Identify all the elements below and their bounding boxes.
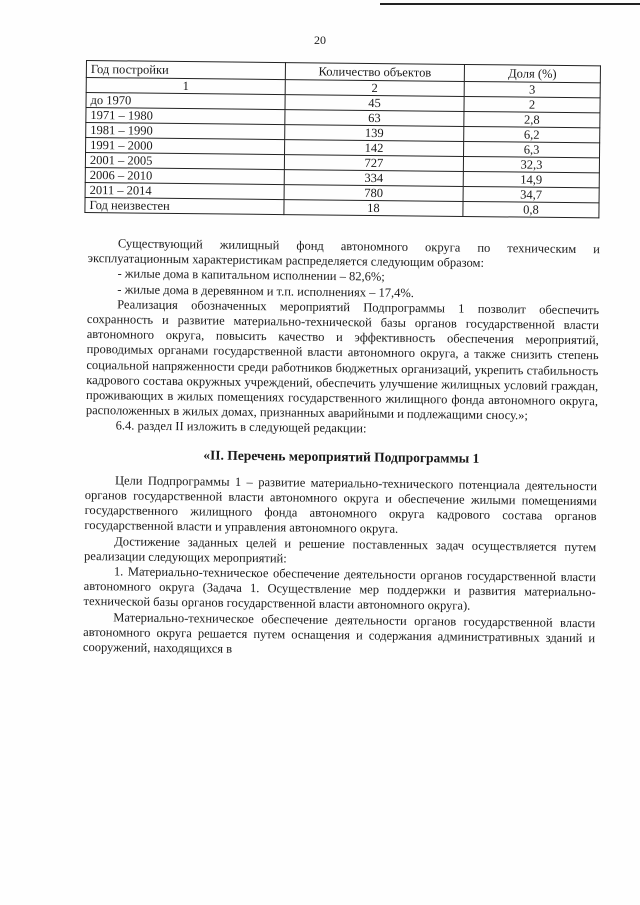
index-cell: 1	[86, 78, 285, 95]
paragraph: Достижение заданных целей и решение поставленных задач осуществляется путем реализации следующих мероприятий:	[84, 534, 597, 566]
share-cell: 32,3	[463, 156, 599, 172]
table-body	[85, 78, 600, 218]
share-cell: 2,8	[464, 111, 600, 127]
year-cell: 1971 – 1980	[86, 108, 285, 125]
year-cell: 2001 – 2005	[85, 153, 284, 170]
count-cell: 142	[285, 140, 464, 157]
section-heading: «II. Перечень мероприятий Подпрограммы 1	[203, 447, 480, 466]
paragraph: Реализация обозначенных мероприятий Подпрограммы 1 позволит обеспечить сохранность и развитие материально-технической базы органов государственной власти автономного округа, повысить качество и эффективность обеспечения мероприятий, проводимых органами государственной власти автономного округа, а также снизить степень социальной напряженности среди работников бюджетных организаций, укрепить стабильность кадрового состава окружных учреждений, обеспечить улучшение жилищных условий граждан, проживающих в жилых помещениях государственного жилищного фонда автономного округа, расположенных в жилых домах, признанных аварийными и подлежащими сносу.»;	[85, 297, 600, 423]
top-rule	[380, 3, 640, 5]
header-share: Доля (%)	[464, 64, 600, 82]
list-item: - жилые дома в деревянном и т.п. исполнениях – 17,4%.	[117, 281, 415, 300]
share-cell: 14,9	[463, 171, 599, 187]
paragraph: Материально-техническое обеспечение деятельности органов государственной власти автономного округа решается путем оснащения и содержания административных зданий и сооружений, находящихся в	[82, 610, 596, 656]
year-cell: 2011 – 2014	[85, 182, 284, 199]
list-item: - жилые дома в капитальном исполнении – 82,6%;	[117, 266, 385, 285]
year-cell: до 1970	[86, 93, 285, 110]
share-cell: 6,2	[464, 126, 600, 142]
page-number: 20	[314, 33, 326, 47]
count-cell: 727	[284, 155, 463, 172]
header-year: Год постройки	[86, 61, 285, 80]
count-cell: 63	[285, 110, 464, 127]
count-cell: 780	[284, 185, 463, 202]
share-cell: 0,8	[463, 201, 599, 217]
index-cell: 2	[285, 80, 464, 97]
index-cell: 3	[464, 81, 600, 97]
document-body	[83, 236, 600, 662]
year-cell: 1981 – 1990	[86, 123, 285, 140]
buildings-by-year-table	[84, 60, 601, 218]
year-cell: 2006 – 2010	[85, 167, 284, 184]
paragraph: 1. Материально-техническое обеспечение деятельности органов государственной власти автономного округа (Задача 1. Осуществление мер поддержки и развития материально-технической базы органов государственной власти автономного округа).	[83, 564, 596, 614]
paragraph: Цели Подпрограммы 1 – развитие материально-технического потенциала деятельности органов государственной власти автономного округа и обеспечение жилыми помещениями государственного жилищного фонда автономного округа кадрового состава органов государственной власти и управления автономного округа.	[84, 473, 598, 537]
paragraph: Существующий жилищный фонд автономного округа по техническим и эксплуатационным характеристикам распределяется следующим образом:	[87, 236, 600, 271]
year-cell: Год неизвестен	[85, 197, 284, 214]
share-cell: 34,7	[463, 186, 599, 202]
count-cell: 139	[285, 125, 464, 142]
share-cell: 6,3	[464, 141, 600, 157]
count-cell: 18	[284, 200, 463, 217]
paragraph: 6.4. раздел II изложить в следующей редакции:	[115, 418, 367, 436]
header-count: Количество объектов	[285, 63, 464, 82]
share-cell: 2	[464, 96, 600, 112]
count-cell: 45	[285, 95, 464, 112]
count-cell: 334	[284, 170, 463, 187]
year-cell: 1991 – 2000	[86, 138, 285, 155]
